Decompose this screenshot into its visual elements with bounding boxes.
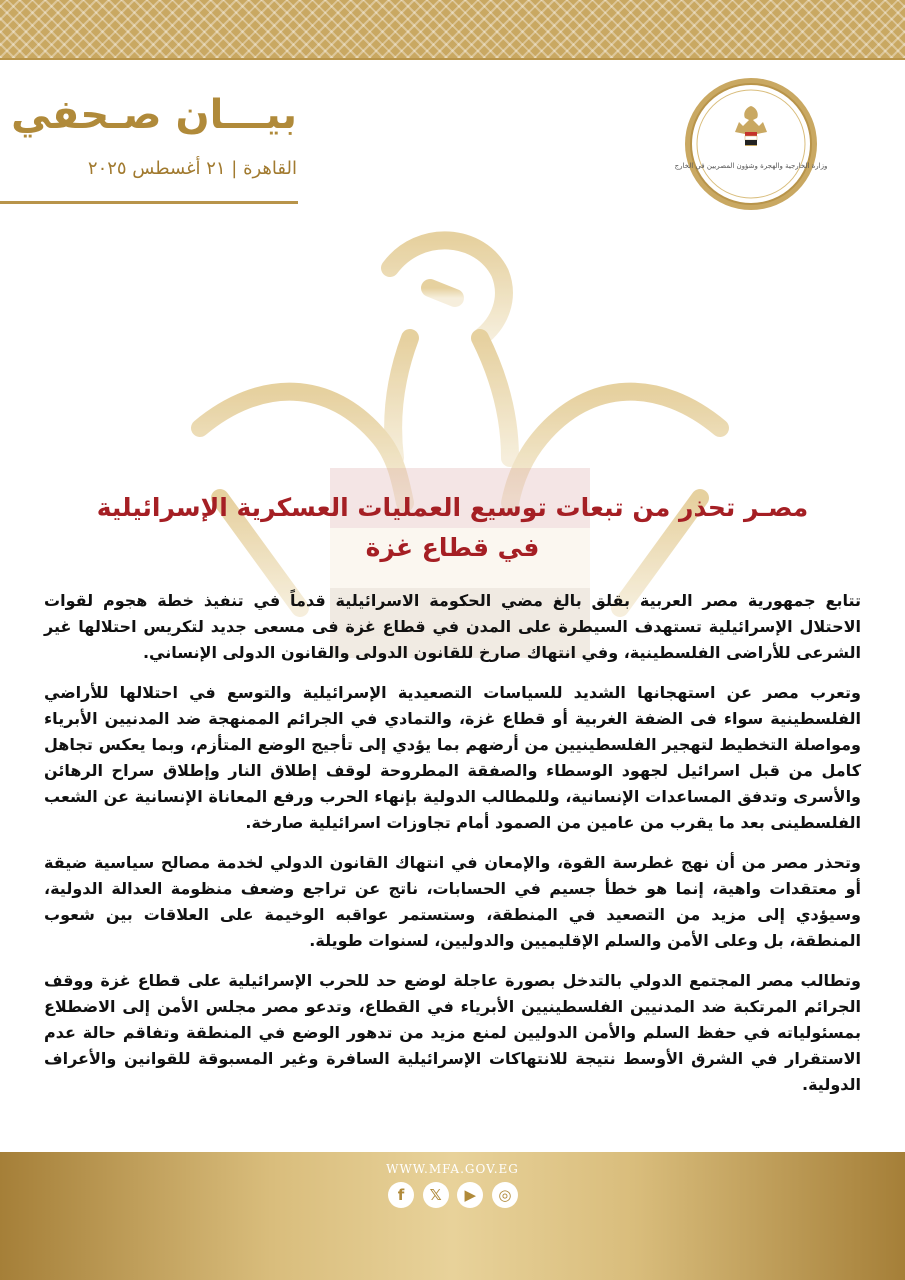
paragraph: وتعرب مصر عن استهجانها الشديد للسياسات التصعيدية الإسرائيلية والتوسع في احتلالها للأراضي الفلسطينية سواء فى الضفة الغربية أو قطاع غزة، والتمادي في الجرائم الممنهجة ضد المدنيين الأبرياء ومواصلة التخطيط لتهجير الفلسطينيين من أرضهم بما يؤدي إلى تأجيج الوضع المتأزم، وبما يعكس تجاهل كامل من قبل اسرائيل لجهود الوسطاء والصفقة المطروحة لوقف إطلاق النار وإطلاق سراح الرهائن والأسرى وتدفق المساعدات الإنسانية، وللمطالب الدولية بإنهاء الحرب ورفع المعاناة الإنسانية عن الشعب الفلسطينى بعد ما يقرب من عامين من الصمود أمام تجاوزات اسرائيلية صارخة.: [44, 683, 861, 832]
social-links: [388, 1182, 518, 1210]
x-icon[interactable]: 𝕏: [423, 1182, 449, 1208]
headline: [60, 488, 845, 568]
website-link[interactable]: WWW.MFA.GOV.EG: [386, 1162, 519, 1176]
paragraph: وتحذر مصر من أن نهج غطرسة القوة، والإمعان في انتهاك القانون الدولي لخدمة مصالح سياسية ضيقة أو معتقدات واهية، إنما هو خطأ جسيم في الحسابات، ناتج عن تراجع وضعف منظومة العدالة الدولية، وسيؤدي إلى مزيد من التصعيد في المنطقة، وستستمر عواقبه الوخيمة على العلاقات بين شعوب المنطقة، بل وعلى الأمن والسلم الإقليميين والدوليين، لسنوات طويلة.: [44, 853, 861, 950]
facebook-icon[interactable]: f: [388, 1182, 414, 1208]
seal-caption: وزارة الخارجية والهجرة وشؤون المصريين في الخارج: [674, 162, 828, 170]
header-divider: [0, 201, 298, 204]
dateline: القاهرة | ٢١ أغسطس ٢٠٢٥: [87, 158, 297, 179]
statement-body: [44, 588, 861, 1112]
decorative-top-band: [0, 0, 905, 60]
paragraph: وتطالب مصر المجتمع الدولي بالتدخل بصورة عاجلة لوضع حد للحرب الإسرائيلية على قطاع غزة ووقف الجرائم المرتكبة ضد المدنيين الفلسطينيين الأبرياء في القطاع، وتدعو مصر مجلس الأمن إلى الاضطلاع بمسئولياته في حفظ السلم والأمن الدوليين لمنع مزيد من تدهور الوضع في المنطقة وتفاقم حالة عدم الاستقرار في الشرق الأوسط نتيجة للانتهاكات الإسرائيلية السافرة وغير المسبوقة للقوانين والأعراف الدولية.: [44, 971, 861, 1094]
headline-line-2: في قطاع غزة: [365, 533, 540, 562]
paragraph: تتابع جمهورية مصر العربية بقلق بالغ مضي الحكومة الاسرائيلية قدماً في تنفيذ خطة هجوم لقوات الاحتلال الإسرائيلية تستهدف السيطرة على المدن في قطاع غزة فى مسعى جديد لتكريس احتلالها غير الشرعى للأراضى الفلسطينية، وفي انتهاك صارخ للقانون الدولى والقانون الدولى الإنساني.: [44, 591, 861, 662]
headline-line-1: مصـر تحذر من تبعات توسيع العمليات العسكرية الإسرائيلية: [96, 493, 809, 522]
ministry-seal: [674, 76, 828, 212]
youtube-icon[interactable]: ▶: [457, 1182, 483, 1208]
instagram-icon[interactable]: ◎: [492, 1182, 518, 1208]
press-release-title: بيـــان صـحفي: [11, 92, 297, 138]
